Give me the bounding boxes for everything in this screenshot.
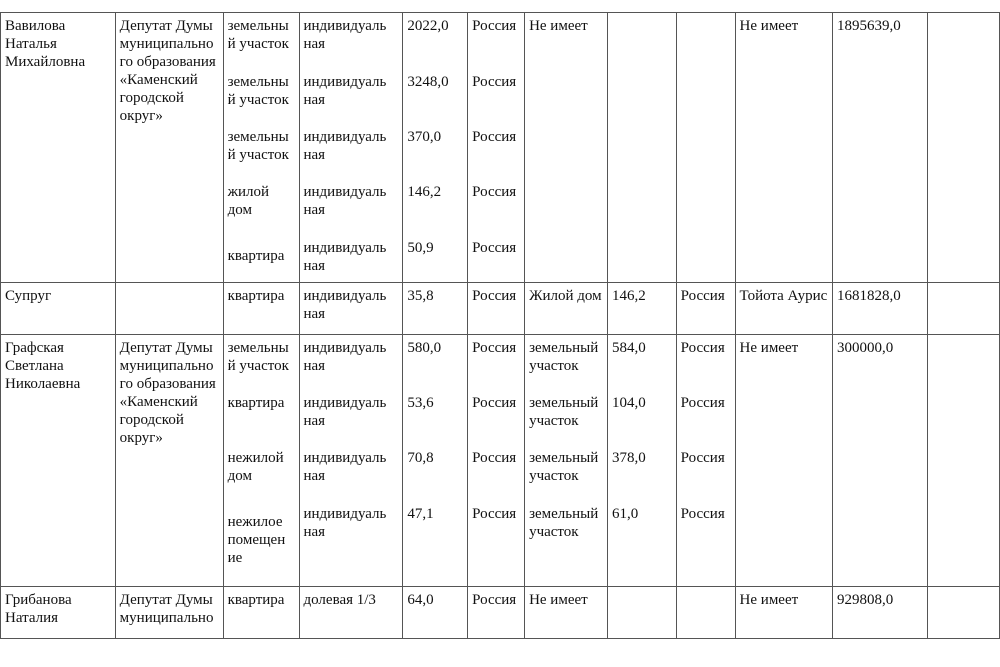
used-property-area <box>607 587 676 639</box>
annual-income: 1681828,0 <box>832 283 927 335</box>
person-name: Вавилова Наталья Михайловна <box>1 13 116 283</box>
owned-country: Россия <box>468 587 525 639</box>
owned-property-type-cell <box>223 335 299 587</box>
note <box>927 13 999 283</box>
used-property-area <box>607 13 676 283</box>
owned-area: 64,0 <box>403 587 468 639</box>
owned-country: Россия <box>472 18 517 34</box>
used-property-type-cell <box>525 335 608 587</box>
used-property-country-cell <box>676 335 735 587</box>
owned-area: 70,8 <box>407 450 434 466</box>
owned-type: нежилое помещен ие <box>227 514 286 566</box>
person-name: Графская Светлана Николаевна <box>1 335 116 587</box>
used-country: Россия <box>680 450 725 466</box>
owned-ownership: долевая 1/3 <box>299 587 403 639</box>
owned-country: Россия <box>468 283 525 335</box>
vehicles: Не имеет <box>735 335 832 587</box>
used-country: Россия <box>680 506 725 522</box>
table-row <box>1 13 1000 283</box>
owned-ownership: индивидуаль ная <box>303 74 387 108</box>
used-property-area-cell <box>607 335 676 587</box>
owned-area: 50,9 <box>407 240 434 256</box>
owned-country: Россия <box>472 340 517 356</box>
owned-area: 2022,0 <box>407 18 449 34</box>
owned-ownership: индивидуаль ная <box>303 450 387 484</box>
used-property-type: Жилой дом <box>525 283 608 335</box>
owned-ownership-cell <box>299 335 403 587</box>
owned-type: земельны й участок <box>227 18 289 52</box>
table-row <box>1 587 1000 639</box>
used-area: 104,0 <box>611 395 646 411</box>
vehicles: Тойота Аурис <box>735 283 832 335</box>
owned-area: 370,0 <box>407 129 442 145</box>
annual-income: 300000,0 <box>832 335 927 587</box>
owned-country: Россия <box>472 506 517 522</box>
table-row <box>1 335 1000 587</box>
person-position: Депутат Думы муниципально го образования «Каменский городской округ» <box>115 13 223 283</box>
used-property-country: Россия <box>676 283 735 335</box>
owned-property-type-cell <box>223 13 299 283</box>
owned-type: квартира <box>223 587 299 639</box>
used-area: 61,0 <box>611 506 639 522</box>
used-country: Россия <box>680 395 725 411</box>
income-declaration-table <box>0 12 1000 639</box>
used-type: земельный участок <box>529 340 599 374</box>
owned-area: 146,2 <box>407 184 442 200</box>
vehicles: Не имеет <box>735 587 832 639</box>
annual-income: 1895639,0 <box>832 13 927 283</box>
owned-area: 580,0 <box>407 340 442 356</box>
owned-type: жилой дом <box>227 184 269 218</box>
owned-ownership: индивидуаль ная <box>303 129 387 163</box>
owned-type: квартира <box>227 395 285 411</box>
owned-ownership: индивидуаль ная <box>303 506 387 540</box>
owned-area: 47,1 <box>407 506 434 522</box>
used-property-type: Не имеет <box>525 587 608 639</box>
owned-area: 53,6 <box>407 395 434 411</box>
owned-type: квартира <box>227 248 285 264</box>
note <box>927 335 999 587</box>
person-name: Грибанова Наталия <box>1 587 116 639</box>
owned-area-cell <box>403 13 468 283</box>
owned-country-cell <box>468 13 525 283</box>
owned-country: Россия <box>472 184 517 200</box>
owned-country: Россия <box>472 240 517 256</box>
owned-country-cell <box>468 335 525 587</box>
used-property-country <box>676 13 735 283</box>
used-property-country <box>676 587 735 639</box>
owned-type: земельны й участок <box>227 74 289 108</box>
owned-ownership: индивидуаль ная <box>303 184 387 218</box>
owned-ownership: индивидуаль ная <box>303 340 387 374</box>
owned-type: нежилой дом <box>227 450 284 484</box>
owned-country: Россия <box>472 395 517 411</box>
used-country: Россия <box>680 340 725 356</box>
used-area: 584,0 <box>611 340 646 356</box>
annual-income: 929808,0 <box>832 587 927 639</box>
owned-ownership: индивидуаль ная <box>303 18 387 52</box>
used-property-area: 146,2 <box>607 283 676 335</box>
owned-area: 35,8 <box>403 283 468 335</box>
person-name: Супруг <box>1 283 116 335</box>
owned-country: Россия <box>472 74 517 90</box>
used-property-type: Не имеет <box>525 13 608 283</box>
used-type: земельный участок <box>529 506 599 540</box>
owned-type: земельны й участок <box>227 340 289 374</box>
owned-country: Россия <box>472 129 517 145</box>
used-area: 378,0 <box>611 450 646 466</box>
person-position: Депутат Думы муниципально <box>115 587 223 639</box>
person-position: Депутат Думы муниципально го образования «Каменский городской округ» <box>115 335 223 587</box>
table-row <box>1 283 1000 335</box>
owned-ownership: индивидуаль ная <box>299 283 403 335</box>
used-type: земельный участок <box>529 450 599 484</box>
vehicles: Не имеет <box>735 13 832 283</box>
owned-type: земельны й участок <box>227 129 289 163</box>
owned-ownership: индивидуаль ная <box>303 240 387 274</box>
owned-country: Россия <box>472 450 517 466</box>
owned-area-cell <box>403 335 468 587</box>
note <box>927 587 999 639</box>
owned-area: 3248,0 <box>407 74 449 90</box>
note <box>927 283 999 335</box>
person-position <box>115 283 223 335</box>
owned-type: квартира <box>223 283 299 335</box>
owned-ownership: индивидуаль ная <box>303 395 387 429</box>
owned-ownership-cell <box>299 13 403 283</box>
used-type: земельный участок <box>529 395 599 429</box>
